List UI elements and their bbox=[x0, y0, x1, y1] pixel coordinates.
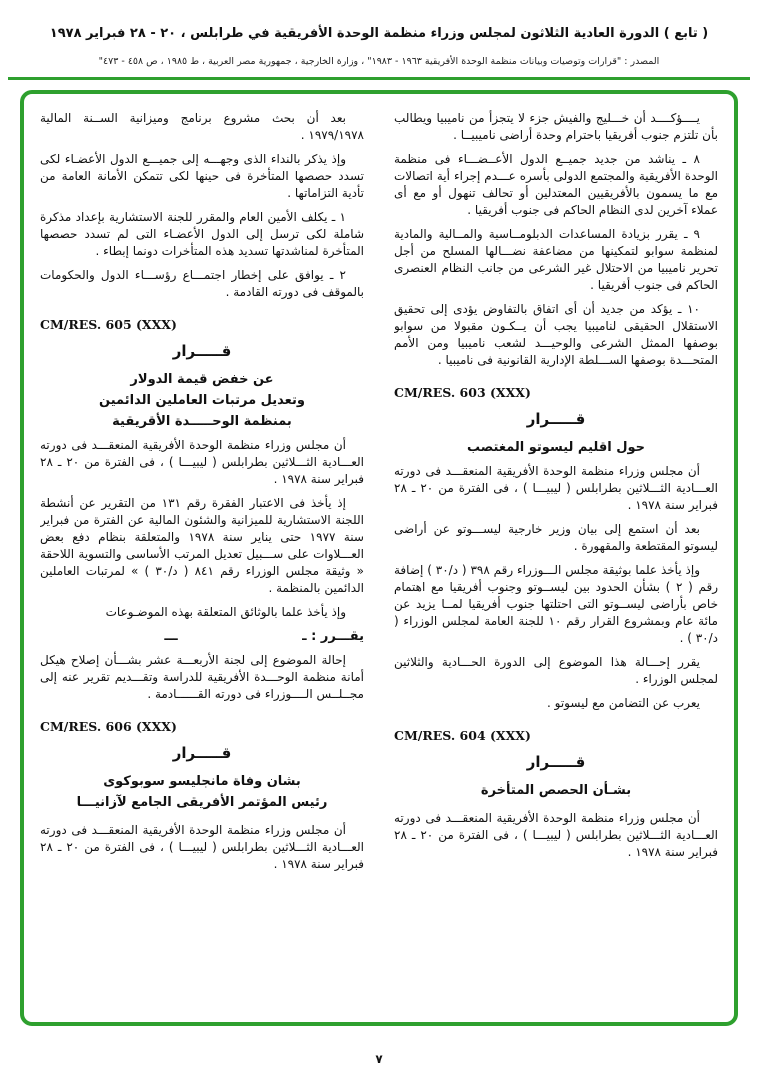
paragraph-recall: وإذ يذكر بالنداء الذى وجهـــه إلى جميـــع الدول الأعضـاء لكى تسدد حصصها المتأخرة فى حينها لكى تتمكن الأمانة العامة من تأدية التزاماتها . bbox=[40, 151, 364, 200]
header-title: ( تابع ) الدورة العادية الثلاثون لمجلس وزراء منظمة الوحدة الأفريقية في طرابلس ، ٢٠ - ٢٨ فبراير ١٩٧٨ bbox=[49, 26, 709, 41]
column-right bbox=[394, 110, 718, 1006]
resolution-604-preamble: أن مجلس وزراء منظمة الوحدة الأفريقية المنعقـــد فى دورته العـــادية الثـــلاثين بطرابلس ( ليبيـــا ) ، فى الفترة من ٢٠ ـ ٢٨ فبراير سنة ١٩٧٨ . bbox=[394, 810, 718, 859]
resolution-606-subject-line2: رئيس المؤتمر الأفريقى الجامع لآزانيـــا bbox=[76, 794, 328, 810]
document-header bbox=[0, 0, 758, 67]
green-divider bbox=[8, 77, 750, 80]
resolution-603-paragraph: بعد أن استمع إلى بيان وزير خارجية ليســـوتو عن أراضى ليسوتو المقتطعة والمقهورة . bbox=[394, 521, 718, 553]
resolution-605-paragraph: إذ يأخذ فى الاعتبار الفقرة رقم ١٣١ من التقرير عن أنشطة اللجنة الاستشارية للميزانية والشئون المالية عن الفترة من فبراير سنة ١٩٧٧ حتى يناير سنة ١٩٧٨ والمتعلقة بنظام دفع بعض العـــلاوات على ســـبيل تعديل المرتب الأساسى والتسوية اللاحقة « وثيقة مجلس الوزراء رقم ٨٤١ ( د/٣٠ ) » لمرتبات العاملين الدائمين بالمنظمة . bbox=[40, 495, 364, 595]
header-source-line: المصدر : "قرارات وتوصيات وبيانات منظمة الوحدة الأفريقية ١٩٦٣ - ١٩٨٣" ، وزارة الخارجية ، جمهورية مصر العربية ، ط ١٩٨٥ ، ص ٤٥٨ - ٤٧٣" bbox=[98, 55, 660, 67]
paragraph-item-2: ٢ ـ يوافق على إخطار اجتمـــاع رؤســـاء الدول والحكومات بالموقف فى دورته القادمة . bbox=[40, 267, 364, 299]
decides-line bbox=[40, 629, 364, 644]
resolution-605-subject-line2: وتعديل مرتبات العاملين الدائمين bbox=[99, 392, 305, 408]
resolution-603-paragraph: يعرب عن التضامن مع ليسوتو . bbox=[547, 695, 700, 710]
resolution-code-605: CM/RES. 605 (XXX) bbox=[40, 316, 177, 332]
resolution-605-title: قـــــرار bbox=[172, 341, 232, 360]
resolution-604-title: قـــــرار bbox=[526, 752, 586, 771]
resolution-606-preamble: أن مجلس وزراء منظمة الوحدة الأفريقية المنعقـــد فى دورته العـــادية الثـــلاثين بطرابلس ( ليبيـــا ) ، فى الفترة من ٢٠ ـ ٢٨ فبراير سنة ١٩٧٨ . bbox=[40, 822, 364, 871]
paragraph-item-8: ٨ ـ يناشد من جديد جميــع الدول الأعــضـــاء فى منظمة الوحدة الأفريقية والمجتمع الدولى بأسره عـــدم إجراء أية اتصالات مع ما يسمون بالأفريقيين المعتدلين أو تحالف تنهول أو مع أى عملاء آخرين لدى النظام الحاكم فى جنوب أفريقيا . bbox=[394, 151, 718, 217]
resolution-code-604: CM/RES. 604 (XXX) bbox=[394, 727, 531, 743]
resolution-603-preamble: أن مجلس وزراء منظمة الوحدة الأفريقية المنعقـــد فى دورته العـــادية الثـــلاثين بطرابلس ( ليبيـــا ) ، فى الفترة من ٢٠ ـ ٢٨ فبراير سنة ١٩٧٨ . bbox=[394, 463, 718, 512]
resolution-606-title: قـــــرار bbox=[172, 743, 232, 762]
resolution-605-operative: إحالة الموضوع إلى لجنة الأربعـــة عشر بشـــأن إصلاح هيكل أمانة منظمة الوحـــدة الأفريقية للدراسة وتقـــديم تقرير عنه إلى مجــلــس الــــوزراء فى دورته القــــــادمة . bbox=[40, 652, 364, 701]
paragraph-budget: بعد أن بحث مشروع برنامج وميزانية الســنة المالية ١٩٧٩/١٩٧٨ . bbox=[40, 110, 364, 142]
resolution-603-paragraph: يقرر إحـــالة هذا الموضوع إلى الدورة الحـــادية والثلاثين لمجلس الوزراء . bbox=[394, 654, 718, 686]
resolution-604-subject: بشـأن الحصص المتأخرة bbox=[480, 782, 632, 798]
resolution-code-603: CM/RES. 603 (XXX) bbox=[394, 384, 531, 400]
decides-label: يقـــرر : ـ bbox=[302, 628, 364, 644]
decides-dash: ـــ bbox=[164, 628, 178, 644]
resolution-603-paragraph: وإذ يأخذ علما بوثيقة مجلس الـــوزراء رقم ٣٩٨ ( د/٣٠ ) إضافة رقم ( ٢ ) بشأن الحدود بين ليســوتو وجنوب أفريقيا مع اهتمام خاص بأراضى ليســوتو التى احتلتها جنوب أفريقيا لمــا يزيد عن مائة عام وبمشروع القرار رقم ١٠ للجنة العامة لمجلس الوزراء ( د/٣٠ ) . bbox=[394, 562, 718, 645]
resolution-605-paragraph: وإذ يأخذ علما بالوثائق المتعلقة بهذه الموضـوعات bbox=[105, 604, 346, 619]
paragraph-item-10: ١٠ ـ يؤكد من جديد أن أى اتفاق بالتفاوض يؤدى إلى تحقيق الاستقلال الحقيقى لناميبيا يجب أن يــكـون مقبولا من سوابو بوصفها الممثل الشرعى والوحيـــد لشعب ناميبيا ومن الأمم المتحـــدة بوصفها الســـلطة الإدارية القانونية فى ناميبيا . bbox=[394, 301, 718, 367]
paragraph-walvis-bay: يــــؤكــــد أن خـــليج والفيش جزء لا يتجزأ من ناميبيا ويطالب بأن تلتزم جنوب أفريقيا باحترام وحدة أراضى ناميبيــا . bbox=[394, 110, 718, 142]
page-number: ٧ bbox=[375, 1052, 383, 1066]
resolution-605-subject-line1: عن خفض قيمة الدولار bbox=[130, 371, 274, 387]
paragraph-item-9: ٩ ـ يقرر بزيادة المساعدات الدبلومــاسية والمــالية والمادية لمنظمة سوابو لتمكينها من مضاعفة نضـــالها المسلح من أجل تحرير ناميبيا من الاحتلال غير الشرعى من جانب النظام العنصرى الحاكم فى جنوب أفريقيا . bbox=[394, 226, 718, 292]
resolution-605-preamble: أن مجلس وزراء منظمة الوحدة الأفريقية المنعقـــد فى دورته العـــادية الثـــلاثين بطرابلس ( ليبيـــا ) ، فى الفترة من ٢٠ ـ ٢٨ فبراير سنة ١٩٧٨ . bbox=[40, 437, 364, 486]
two-column-layout bbox=[40, 110, 718, 1006]
resolution-606-subject-line1: بشان وفاة مانجليسو سوبوكوى bbox=[103, 773, 301, 789]
resolution-603-title: قـــــرار bbox=[526, 409, 586, 428]
content-border-box bbox=[20, 90, 738, 1026]
column-left bbox=[40, 110, 364, 1006]
resolution-code-606: CM/RES. 606 (XXX) bbox=[40, 718, 177, 734]
resolution-605-subject-line3: بمنظمة الوحـــــدة الأقريقية bbox=[112, 413, 292, 429]
resolution-603-subject: حول اقليم ليسوتو المغتصب bbox=[466, 439, 646, 455]
paragraph-item-1: ١ ـ يكلف الأمين العام والمقرر للجنة الاستشارية بإعداد مذكرة شاملة لكى ترسل إلى الدول الأعضـاء التى لم تسدد حصصها المتأخرة لمناشدتها تسديد هذه المتأخرات دونما إبطاء . bbox=[40, 209, 364, 258]
